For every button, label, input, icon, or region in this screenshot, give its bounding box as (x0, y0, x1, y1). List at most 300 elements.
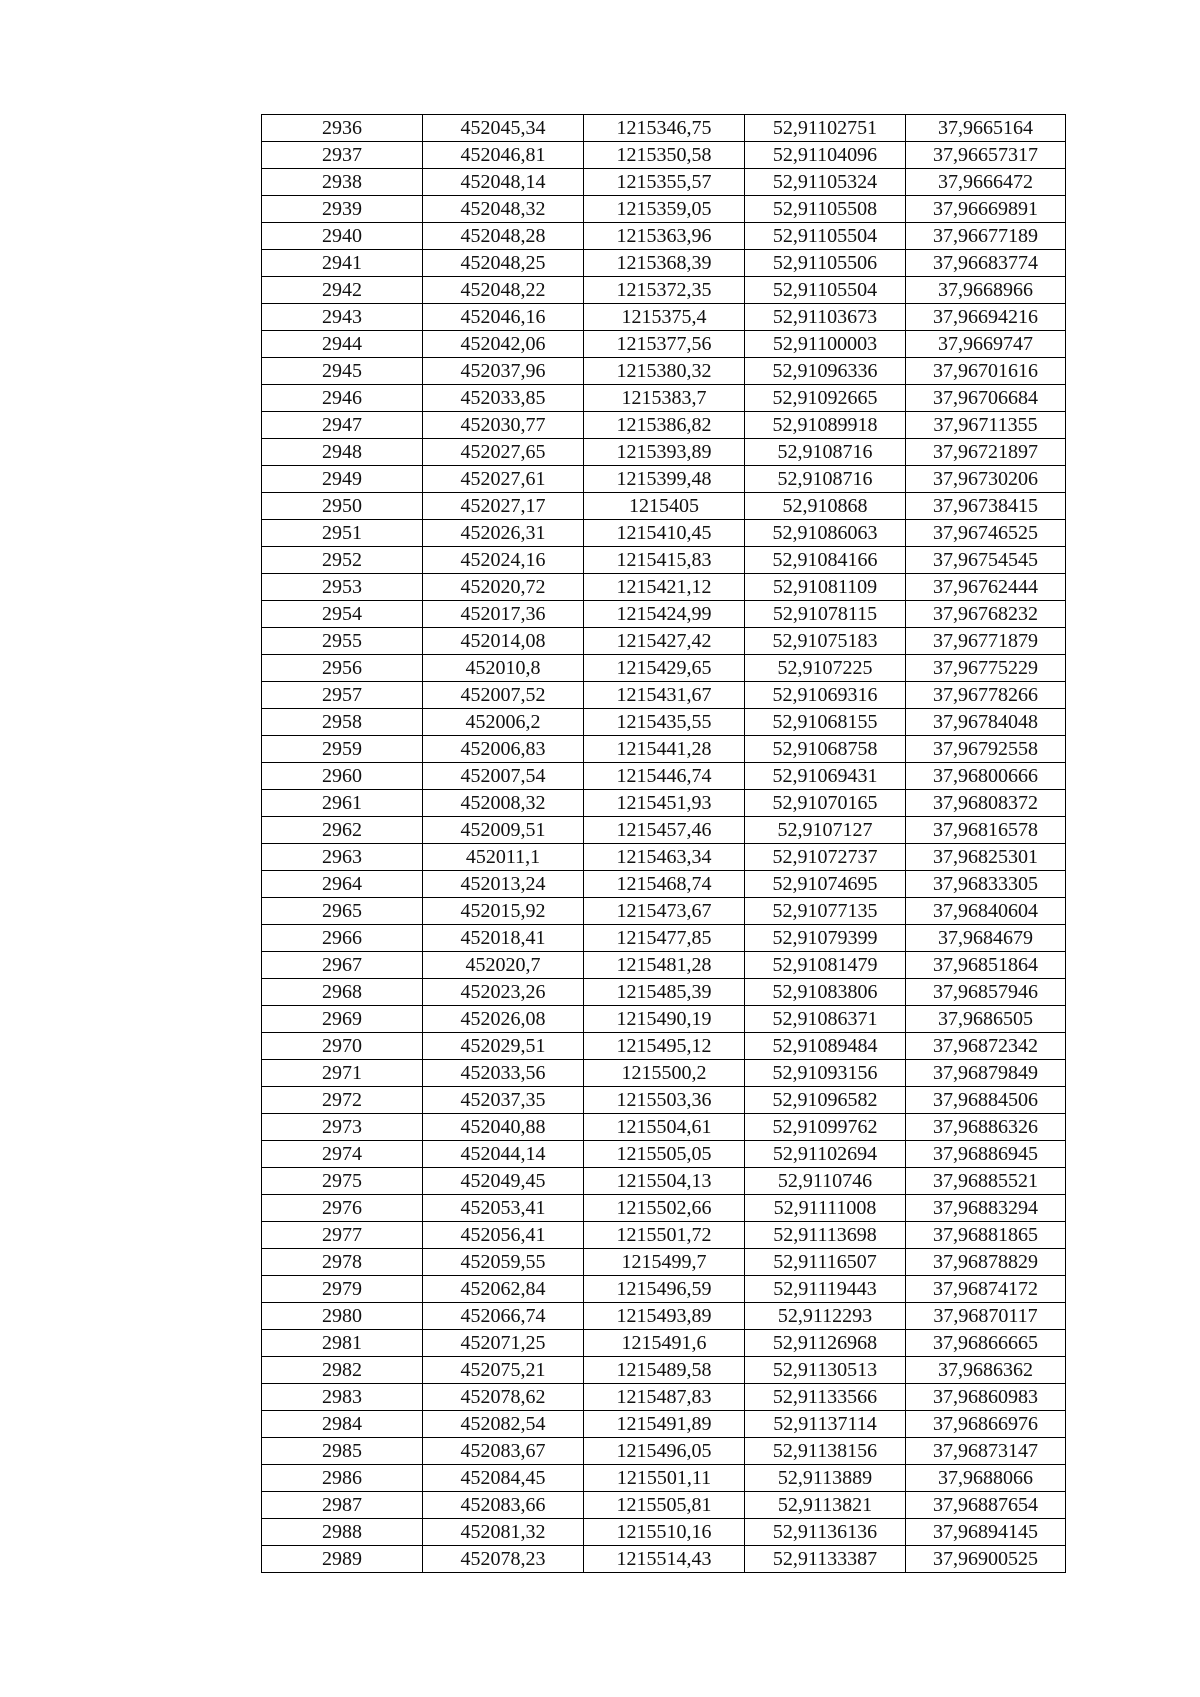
point-number-cell: 2939 (262, 196, 423, 223)
latitude-cell: 52,91126968 (745, 1330, 906, 1357)
longitude-cell: 37,96762444 (906, 574, 1066, 601)
longitude-cell: 37,96706684 (906, 385, 1066, 412)
point-number-cell: 2986 (262, 1465, 423, 1492)
table-row (262, 1060, 1066, 1087)
y-coordinate-cell: 1215502,66 (584, 1195, 745, 1222)
table-row (262, 1276, 1066, 1303)
y-coordinate-cell: 1215489,58 (584, 1357, 745, 1384)
point-number-cell: 2950 (262, 493, 423, 520)
latitude-cell: 52,91099762 (745, 1114, 906, 1141)
latitude-cell: 52,91077135 (745, 898, 906, 925)
longitude-cell: 37,96840604 (906, 898, 1066, 925)
longitude-cell: 37,96746525 (906, 520, 1066, 547)
y-coordinate-cell: 1215457,46 (584, 817, 745, 844)
y-coordinate-cell: 1215355,57 (584, 169, 745, 196)
y-coordinate-cell: 1215481,28 (584, 952, 745, 979)
point-number-cell: 2959 (262, 736, 423, 763)
y-coordinate-cell: 1215441,28 (584, 736, 745, 763)
longitude-cell: 37,96886326 (906, 1114, 1066, 1141)
x-coordinate-cell: 452049,45 (423, 1168, 584, 1195)
longitude-cell: 37,96754545 (906, 547, 1066, 574)
x-coordinate-cell: 452048,28 (423, 223, 584, 250)
y-coordinate-cell: 1215372,35 (584, 277, 745, 304)
x-coordinate-cell: 452020,72 (423, 574, 584, 601)
point-number-cell: 2937 (262, 142, 423, 169)
longitude-cell: 37,96778266 (906, 682, 1066, 709)
point-number-cell: 2955 (262, 628, 423, 655)
longitude-cell: 37,96879849 (906, 1060, 1066, 1087)
y-coordinate-cell: 1215504,13 (584, 1168, 745, 1195)
longitude-cell: 37,96874172 (906, 1276, 1066, 1303)
table-row (262, 817, 1066, 844)
latitude-cell: 52,91116507 (745, 1249, 906, 1276)
y-coordinate-cell: 1215505,81 (584, 1492, 745, 1519)
y-coordinate-cell: 1215399,48 (584, 466, 745, 493)
y-coordinate-cell: 1215377,56 (584, 331, 745, 358)
table-row (262, 1465, 1066, 1492)
latitude-cell: 52,91105508 (745, 196, 906, 223)
x-coordinate-cell: 452029,51 (423, 1033, 584, 1060)
point-number-cell: 2945 (262, 358, 423, 385)
longitude-cell: 37,9688066 (906, 1465, 1066, 1492)
x-coordinate-cell: 452007,52 (423, 682, 584, 709)
y-coordinate-cell: 1215421,12 (584, 574, 745, 601)
longitude-cell: 37,96870117 (906, 1303, 1066, 1330)
table-row (262, 1492, 1066, 1519)
table-row (262, 250, 1066, 277)
x-coordinate-cell: 452020,7 (423, 952, 584, 979)
table-row (262, 682, 1066, 709)
table-row (262, 655, 1066, 682)
latitude-cell: 52,91089484 (745, 1033, 906, 1060)
y-coordinate-cell: 1215504,61 (584, 1114, 745, 1141)
point-number-cell: 2968 (262, 979, 423, 1006)
latitude-cell: 52,9108716 (745, 466, 906, 493)
latitude-cell: 52,91083806 (745, 979, 906, 1006)
y-coordinate-cell: 1215431,67 (584, 682, 745, 709)
longitude-cell: 37,9665164 (906, 115, 1066, 142)
y-coordinate-cell: 1215495,12 (584, 1033, 745, 1060)
latitude-cell: 52,91105506 (745, 250, 906, 277)
y-coordinate-cell: 1215493,89 (584, 1303, 745, 1330)
latitude-cell: 52,91119443 (745, 1276, 906, 1303)
latitude-cell: 52,91081479 (745, 952, 906, 979)
longitude-cell: 37,96738415 (906, 493, 1066, 520)
latitude-cell: 52,91074695 (745, 871, 906, 898)
point-number-cell: 2944 (262, 331, 423, 358)
y-coordinate-cell: 1215501,72 (584, 1222, 745, 1249)
latitude-cell: 52,9110746 (745, 1168, 906, 1195)
latitude-cell: 52,91130513 (745, 1357, 906, 1384)
latitude-cell: 52,91081109 (745, 574, 906, 601)
table-row (262, 925, 1066, 952)
y-coordinate-cell: 1215501,11 (584, 1465, 745, 1492)
table-row (262, 115, 1066, 142)
longitude-cell: 37,96885521 (906, 1168, 1066, 1195)
latitude-cell: 52,91086063 (745, 520, 906, 547)
latitude-cell: 52,91075183 (745, 628, 906, 655)
point-number-cell: 2966 (262, 925, 423, 952)
point-number-cell: 2954 (262, 601, 423, 628)
longitude-cell: 37,96878829 (906, 1249, 1066, 1276)
latitude-cell: 52,9107127 (745, 817, 906, 844)
point-number-cell: 2979 (262, 1276, 423, 1303)
latitude-cell: 52,91078115 (745, 601, 906, 628)
x-coordinate-cell: 452071,25 (423, 1330, 584, 1357)
longitude-cell: 37,96860983 (906, 1384, 1066, 1411)
y-coordinate-cell: 1215514,43 (584, 1546, 745, 1573)
x-coordinate-cell: 452007,54 (423, 763, 584, 790)
latitude-cell: 52,91096582 (745, 1087, 906, 1114)
x-coordinate-cell: 452010,8 (423, 655, 584, 682)
latitude-cell: 52,91103673 (745, 304, 906, 331)
point-number-cell: 2988 (262, 1519, 423, 1546)
x-coordinate-cell: 452083,67 (423, 1438, 584, 1465)
longitude-cell: 37,96808372 (906, 790, 1066, 817)
table-row (262, 412, 1066, 439)
y-coordinate-cell: 1215505,05 (584, 1141, 745, 1168)
longitude-cell: 37,96894145 (906, 1519, 1066, 1546)
latitude-cell: 52,91102694 (745, 1141, 906, 1168)
y-coordinate-cell: 1215415,83 (584, 547, 745, 574)
point-number-cell: 2976 (262, 1195, 423, 1222)
longitude-cell: 37,96677189 (906, 223, 1066, 250)
latitude-cell: 52,91100003 (745, 331, 906, 358)
longitude-cell: 37,96730206 (906, 466, 1066, 493)
longitude-cell: 37,96825301 (906, 844, 1066, 871)
point-number-cell: 2957 (262, 682, 423, 709)
table-row (262, 1411, 1066, 1438)
point-number-cell: 2943 (262, 304, 423, 331)
point-number-cell: 2987 (262, 1492, 423, 1519)
y-coordinate-cell: 1215463,34 (584, 844, 745, 871)
point-number-cell: 2969 (262, 1006, 423, 1033)
table-row (262, 1006, 1066, 1033)
y-coordinate-cell: 1215485,39 (584, 979, 745, 1006)
y-coordinate-cell: 1215477,85 (584, 925, 745, 952)
latitude-cell: 52,910868 (745, 493, 906, 520)
table-row (262, 763, 1066, 790)
latitude-cell: 52,91093156 (745, 1060, 906, 1087)
table-row (262, 844, 1066, 871)
y-coordinate-cell: 1215496,05 (584, 1438, 745, 1465)
point-number-cell: 2971 (262, 1060, 423, 1087)
latitude-cell: 52,91070165 (745, 790, 906, 817)
latitude-cell: 52,91068758 (745, 736, 906, 763)
point-number-cell: 2949 (262, 466, 423, 493)
point-number-cell: 2978 (262, 1249, 423, 1276)
point-number-cell: 2962 (262, 817, 423, 844)
table-row (262, 304, 1066, 331)
x-coordinate-cell: 452075,21 (423, 1357, 584, 1384)
longitude-cell: 37,96887654 (906, 1492, 1066, 1519)
table-row (262, 1195, 1066, 1222)
x-coordinate-cell: 452081,32 (423, 1519, 584, 1546)
latitude-cell: 52,91068155 (745, 709, 906, 736)
y-coordinate-cell: 1215386,82 (584, 412, 745, 439)
point-number-cell: 2984 (262, 1411, 423, 1438)
table-row (262, 385, 1066, 412)
y-coordinate-cell: 1215383,7 (584, 385, 745, 412)
point-number-cell: 2953 (262, 574, 423, 601)
point-number-cell: 2960 (262, 763, 423, 790)
x-coordinate-cell: 452040,88 (423, 1114, 584, 1141)
x-coordinate-cell: 452062,84 (423, 1276, 584, 1303)
longitude-cell: 37,96886945 (906, 1141, 1066, 1168)
point-number-cell: 2941 (262, 250, 423, 277)
x-coordinate-cell: 452053,41 (423, 1195, 584, 1222)
y-coordinate-cell: 1215405 (584, 493, 745, 520)
longitude-cell: 37,96657317 (906, 142, 1066, 169)
y-coordinate-cell: 1215499,7 (584, 1249, 745, 1276)
x-coordinate-cell: 452013,24 (423, 871, 584, 898)
longitude-cell: 37,9686362 (906, 1357, 1066, 1384)
table-row (262, 1087, 1066, 1114)
table-row (262, 601, 1066, 628)
longitude-cell: 37,96883294 (906, 1195, 1066, 1222)
table-row (262, 493, 1066, 520)
point-number-cell: 2942 (262, 277, 423, 304)
point-number-cell: 2940 (262, 223, 423, 250)
table-row (262, 277, 1066, 304)
point-number-cell: 2983 (262, 1384, 423, 1411)
point-number-cell: 2963 (262, 844, 423, 871)
point-number-cell: 2936 (262, 115, 423, 142)
y-coordinate-cell: 1215363,96 (584, 223, 745, 250)
table-row (262, 736, 1066, 763)
table-row (262, 871, 1066, 898)
table-row (262, 898, 1066, 925)
longitude-cell: 37,96800666 (906, 763, 1066, 790)
longitude-cell: 37,96784048 (906, 709, 1066, 736)
longitude-cell: 37,9666472 (906, 169, 1066, 196)
y-coordinate-cell: 1215350,58 (584, 142, 745, 169)
longitude-cell: 37,96775229 (906, 655, 1066, 682)
table-row (262, 1384, 1066, 1411)
point-number-cell: 2982 (262, 1357, 423, 1384)
x-coordinate-cell: 452082,54 (423, 1411, 584, 1438)
y-coordinate-cell: 1215490,19 (584, 1006, 745, 1033)
longitude-cell: 37,96881865 (906, 1222, 1066, 1249)
longitude-cell: 37,96866976 (906, 1411, 1066, 1438)
table-row (262, 358, 1066, 385)
point-number-cell: 2989 (262, 1546, 423, 1573)
latitude-cell: 52,91069316 (745, 682, 906, 709)
y-coordinate-cell: 1215487,83 (584, 1384, 745, 1411)
table-row (262, 547, 1066, 574)
point-number-cell: 2961 (262, 790, 423, 817)
y-coordinate-cell: 1215410,45 (584, 520, 745, 547)
table-row (262, 979, 1066, 1006)
x-coordinate-cell: 452014,08 (423, 628, 584, 655)
table-row (262, 1330, 1066, 1357)
table-row (262, 1249, 1066, 1276)
y-coordinate-cell: 1215375,4 (584, 304, 745, 331)
latitude-cell: 52,91086371 (745, 1006, 906, 1033)
x-coordinate-cell: 452009,51 (423, 817, 584, 844)
x-coordinate-cell: 452027,17 (423, 493, 584, 520)
point-number-cell: 2952 (262, 547, 423, 574)
y-coordinate-cell: 1215359,05 (584, 196, 745, 223)
point-number-cell: 2972 (262, 1087, 423, 1114)
longitude-cell: 37,9684679 (906, 925, 1066, 952)
longitude-cell: 37,96768232 (906, 601, 1066, 628)
table-row (262, 142, 1066, 169)
y-coordinate-cell: 1215500,2 (584, 1060, 745, 1087)
table-row (262, 1303, 1066, 1330)
latitude-cell: 52,91105504 (745, 277, 906, 304)
latitude-cell: 52,91072737 (745, 844, 906, 871)
x-coordinate-cell: 452056,41 (423, 1222, 584, 1249)
longitude-cell: 37,96857946 (906, 979, 1066, 1006)
point-number-cell: 2977 (262, 1222, 423, 1249)
x-coordinate-cell: 452011,1 (423, 844, 584, 871)
table-row (262, 1519, 1066, 1546)
y-coordinate-cell: 1215380,32 (584, 358, 745, 385)
table-row (262, 952, 1066, 979)
x-coordinate-cell: 452017,36 (423, 601, 584, 628)
table-row (262, 520, 1066, 547)
point-number-cell: 2974 (262, 1141, 423, 1168)
longitude-cell: 37,96866665 (906, 1330, 1066, 1357)
latitude-cell: 52,91102751 (745, 115, 906, 142)
table-row (262, 196, 1066, 223)
latitude-cell: 52,91104096 (745, 142, 906, 169)
table-row (262, 439, 1066, 466)
point-number-cell: 2970 (262, 1033, 423, 1060)
y-coordinate-cell: 1215446,74 (584, 763, 745, 790)
latitude-cell: 52,91096336 (745, 358, 906, 385)
x-coordinate-cell: 452042,06 (423, 331, 584, 358)
point-number-cell: 2985 (262, 1438, 423, 1465)
x-coordinate-cell: 452059,55 (423, 1249, 584, 1276)
table-row (262, 1114, 1066, 1141)
longitude-cell: 37,96872342 (906, 1033, 1066, 1060)
point-number-cell: 2948 (262, 439, 423, 466)
longitude-cell: 37,96851864 (906, 952, 1066, 979)
x-coordinate-cell: 452033,85 (423, 385, 584, 412)
table-row (262, 1438, 1066, 1465)
x-coordinate-cell: 452026,31 (423, 520, 584, 547)
coordinates-table-body (262, 115, 1066, 1573)
x-coordinate-cell: 452046,16 (423, 304, 584, 331)
y-coordinate-cell: 1215451,93 (584, 790, 745, 817)
longitude-cell: 37,9686505 (906, 1006, 1066, 1033)
latitude-cell: 52,91084166 (745, 547, 906, 574)
point-number-cell: 2965 (262, 898, 423, 925)
y-coordinate-cell: 1215427,42 (584, 628, 745, 655)
point-number-cell: 2951 (262, 520, 423, 547)
longitude-cell: 37,96792558 (906, 736, 1066, 763)
latitude-cell: 52,91069431 (745, 763, 906, 790)
x-coordinate-cell: 452045,34 (423, 115, 584, 142)
x-coordinate-cell: 452033,56 (423, 1060, 584, 1087)
longitude-cell: 37,96694216 (906, 304, 1066, 331)
y-coordinate-cell: 1215496,59 (584, 1276, 745, 1303)
table-row (262, 331, 1066, 358)
longitude-cell: 37,96669891 (906, 196, 1066, 223)
longitude-cell: 37,96900525 (906, 1546, 1066, 1573)
x-coordinate-cell: 452078,62 (423, 1384, 584, 1411)
y-coordinate-cell: 1215429,65 (584, 655, 745, 682)
x-coordinate-cell: 452027,65 (423, 439, 584, 466)
table-row (262, 709, 1066, 736)
y-coordinate-cell: 1215491,6 (584, 1330, 745, 1357)
table-row (262, 169, 1066, 196)
longitude-cell: 37,96701616 (906, 358, 1066, 385)
longitude-cell: 37,9669747 (906, 331, 1066, 358)
latitude-cell: 52,91133566 (745, 1384, 906, 1411)
table-row (262, 1357, 1066, 1384)
longitude-cell: 37,9668966 (906, 277, 1066, 304)
x-coordinate-cell: 452066,74 (423, 1303, 584, 1330)
coordinates-table (261, 114, 1066, 1573)
longitude-cell: 37,96816578 (906, 817, 1066, 844)
table-row (262, 1033, 1066, 1060)
longitude-cell: 37,96873147 (906, 1438, 1066, 1465)
x-coordinate-cell: 452024,16 (423, 547, 584, 574)
x-coordinate-cell: 452015,92 (423, 898, 584, 925)
table-row (262, 1222, 1066, 1249)
point-number-cell: 2967 (262, 952, 423, 979)
x-coordinate-cell: 452030,77 (423, 412, 584, 439)
latitude-cell: 52,9113821 (745, 1492, 906, 1519)
longitude-cell: 37,96711355 (906, 412, 1066, 439)
table-row (262, 223, 1066, 250)
point-number-cell: 2938 (262, 169, 423, 196)
x-coordinate-cell: 452048,32 (423, 196, 584, 223)
y-coordinate-cell: 1215393,89 (584, 439, 745, 466)
x-coordinate-cell: 452037,35 (423, 1087, 584, 1114)
y-coordinate-cell: 1215503,36 (584, 1087, 745, 1114)
table-row (262, 466, 1066, 493)
longitude-cell: 37,96884506 (906, 1087, 1066, 1114)
point-number-cell: 2958 (262, 709, 423, 736)
latitude-cell: 52,91092665 (745, 385, 906, 412)
longitude-cell: 37,96721897 (906, 439, 1066, 466)
y-coordinate-cell: 1215424,99 (584, 601, 745, 628)
latitude-cell: 52,9107225 (745, 655, 906, 682)
table-row (262, 1546, 1066, 1573)
latitude-cell: 52,9113889 (745, 1465, 906, 1492)
point-number-cell: 2946 (262, 385, 423, 412)
table-row (262, 790, 1066, 817)
x-coordinate-cell: 452018,41 (423, 925, 584, 952)
x-coordinate-cell: 452078,23 (423, 1546, 584, 1573)
table-row (262, 1141, 1066, 1168)
table-row (262, 1168, 1066, 1195)
longitude-cell: 37,96771879 (906, 628, 1066, 655)
latitude-cell: 52,91089918 (745, 412, 906, 439)
latitude-cell: 52,91079399 (745, 925, 906, 952)
longitude-cell: 37,96683774 (906, 250, 1066, 277)
latitude-cell: 52,91137114 (745, 1411, 906, 1438)
point-number-cell: 2956 (262, 655, 423, 682)
latitude-cell: 52,9108716 (745, 439, 906, 466)
latitude-cell: 52,91105324 (745, 169, 906, 196)
y-coordinate-cell: 1215346,75 (584, 115, 745, 142)
x-coordinate-cell: 452083,66 (423, 1492, 584, 1519)
y-coordinate-cell: 1215435,55 (584, 709, 745, 736)
y-coordinate-cell: 1215468,74 (584, 871, 745, 898)
x-coordinate-cell: 452027,61 (423, 466, 584, 493)
point-number-cell: 2973 (262, 1114, 423, 1141)
point-number-cell: 2964 (262, 871, 423, 898)
y-coordinate-cell: 1215368,39 (584, 250, 745, 277)
x-coordinate-cell: 452046,81 (423, 142, 584, 169)
point-number-cell: 2947 (262, 412, 423, 439)
x-coordinate-cell: 452037,96 (423, 358, 584, 385)
